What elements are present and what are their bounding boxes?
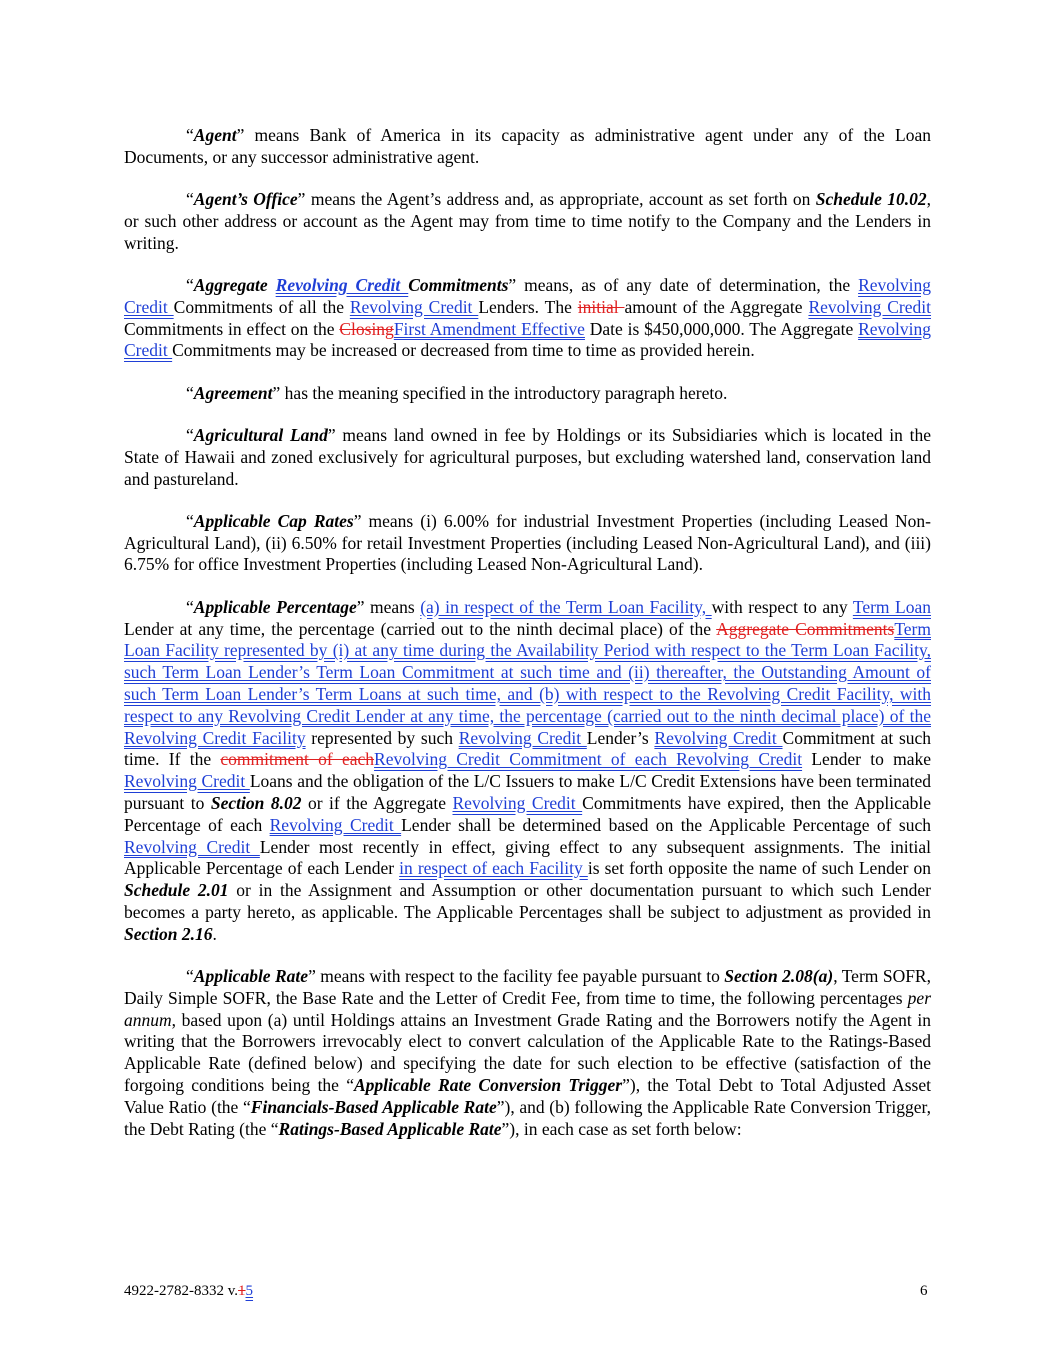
- body-text: ” means: [356, 596, 421, 617]
- inserted-text: Term Loan: [852, 596, 931, 617]
- definition-applicable-rate: [124, 966, 931, 1140]
- body-text: Lender at any time, the percentage (carried out to the ninth decimal place) of the: [124, 618, 717, 639]
- body-text: , or such other address or account as the Agent may from time to time notify to the Company and the Lenders in writing.: [124, 189, 931, 253]
- deleted-text: commitment of each: [220, 749, 375, 770]
- inserted-text: Term Loan Facility represented by (i) at any time during the Availability Period with respect to the Term Loan Facility, such Term Loan Lender’s Term Loan Commitment at such time and (ii) thereafter, the Outstanding Amount of such Term Loan Lender’s Term Loans at such time, and (b) with respect to the Revolving Credit Facility, with respect to any Revolving Credit Lender at any time, the percentage (carried out to the ninth decimal place) of the Revolving Credit Facility: [124, 618, 931, 748]
- body-text: Commitments of all the: [173, 296, 350, 317]
- body-text: , Term SOFR, Daily Simple SOFR, the Base Rate and the Letter of Credit Fee, from time to time, the following percentages: [124, 966, 931, 1008]
- body-text: Commitment at such time. If the: [124, 727, 932, 770]
- body-text: Lender to make: [802, 749, 931, 770]
- inserted-text: Revolving Credit: [124, 318, 932, 361]
- definition-agent: [124, 125, 931, 169]
- body-text: ” means Bank of America in its capacity as administrative agent under any of the Loan Documents, or any successor administrative agent.: [124, 125, 931, 167]
- body-text: Commitments in effect on the: [124, 318, 340, 339]
- inserted-bold-italic-term: Revolving Credit: [275, 274, 409, 295]
- inserted-text: First Amendment Effective: [393, 318, 585, 339]
- bold-italic-term: Schedule 10.02: [815, 189, 927, 210]
- body-text: Date is $450,000,000. The Aggregate: [584, 318, 859, 339]
- inserted-text: Revolving Credit: [124, 836, 260, 857]
- body-text: amount of the Aggregate: [624, 296, 809, 317]
- body-text: ” means (i) 6.00% for industrial Investment Properties (including Leased Non-Agricultural Land), (ii) 6.50% for retail Investment Properties (including Leased Non-Agricultural Land), and (iii) 6.75% for office Investment Properties (including Leased Non-Agricultural Land).: [124, 510, 932, 575]
- body-text: Lender most recently in effect, giving effect to any subsequent assignments. The initial Applicable Percentage of each Lender: [124, 836, 932, 879]
- document-body: [124, 125, 931, 1161]
- body-text: represented by such: [305, 727, 459, 748]
- body-text: Lender’s: [586, 727, 655, 748]
- bold-italic-term: Section 8.02: [210, 792, 302, 813]
- body-text: ”), the Total Debt to Total Adjusted Asset Value Ratio (the “: [124, 1074, 931, 1117]
- inserted-text: Revolving Credit: [808, 296, 932, 317]
- definition-applicable-percentage: [124, 597, 931, 946]
- deleted-text: Closing: [339, 318, 394, 339]
- bold-italic-term: Applicable Rate: [193, 966, 309, 986]
- bold-italic-term: Schedule 2.01: [124, 880, 229, 901]
- body-text: or if the Aggregate: [301, 792, 453, 813]
- bold-italic-term: Agreement: [193, 382, 273, 403]
- body-text: “: [186, 274, 194, 295]
- body-text: “: [186, 424, 194, 445]
- body-text: Commitments have expired, then the Applicable Percentage of each: [124, 792, 931, 835]
- body-text: “: [186, 510, 194, 531]
- inserted-text: Revolving Credit: [124, 771, 250, 792]
- inserted-text: Revolving Credit: [458, 727, 587, 748]
- body-text: ” means with respect to the facility fee payable pursuant to: [308, 966, 725, 986]
- inserted-text: in respect of each Facility: [399, 858, 588, 879]
- inserted-text: Revolving Credit: [654, 727, 783, 748]
- bold-italic-term: Agent: [193, 125, 237, 145]
- definition-agreement: [124, 383, 931, 405]
- body-text: Lender shall be determined based on the Applicable Percentage of such: [401, 814, 931, 835]
- body-text: ”), in each case as set forth below:: [501, 1118, 742, 1139]
- document-id-deleted-version: 1: [238, 1283, 246, 1299]
- body-text: “: [186, 596, 194, 617]
- bold-italic-term: Aggregate: [193, 274, 276, 295]
- document-id-footer: [124, 1283, 253, 1300]
- bold-italic-term: Commitments: [408, 274, 509, 295]
- body-text: ” means land owned in fee by Holdings or its Subsidiaries which is located in the State of Hawaii and zoned exclusively for agricultural purposes, but excluding watershed land, conservation land and pastureland.: [124, 424, 931, 489]
- document-id-prefix: 4922-2782-8332 v.: [124, 1283, 239, 1299]
- bold-italic-term: Section 2.08(a): [724, 966, 834, 986]
- inserted-text: Revolving Credit: [452, 792, 583, 813]
- body-text: , based upon (a) until Holdings attains an Investment Grade Rating and the Borrowers notify the Agent in writing that the Borrowers irrevocably elect to convert calculation of the Applicable Rate to the Ratings-Based Applicable Rate (defined below) and specifying the date for such election to be effective (satisfaction of the forgoing conditions being the “: [124, 1009, 931, 1095]
- body-text: ”), and (b) following the Applicable Rate Conversion Trigger, the Debt Rating (the “: [124, 1096, 932, 1139]
- inserted-text: Revolving Credit Commitment of each Revolving Credit: [374, 749, 803, 770]
- page-number: 6: [920, 1283, 928, 1299]
- inserted-text: Revolving Credit: [269, 814, 402, 835]
- inserted-text: (a) in respect of the Term Loan Facility,: [420, 596, 712, 617]
- bold-italic-term: Applicable Rate Conversion Trigger: [354, 1074, 623, 1095]
- body-text: ” means the Agent’s address and, as appropriate, account as set forth on: [297, 189, 816, 210]
- document-id-inserted-version: 5: [245, 1283, 254, 1299]
- definition-agents-office: [124, 189, 931, 254]
- bold-italic-term: Applicable Cap Rates: [193, 510, 354, 531]
- inserted-text: Revolving Credit: [349, 296, 479, 317]
- body-text: ” has the meaning specified in the introductory paragraph hereto.: [272, 382, 728, 403]
- bold-italic-term: Section 2.16: [124, 923, 213, 944]
- body-text: ” means, as of any date of determination, the: [508, 274, 859, 295]
- definition-agricultural-land: [124, 425, 931, 490]
- deleted-text: Aggregate Commitments: [716, 618, 895, 639]
- bold-italic-term: Financials-Based Applicable Rate: [250, 1096, 497, 1117]
- italic-text: per annum: [124, 987, 931, 1030]
- body-text: “: [186, 966, 194, 986]
- bold-italic-term: Ratings-Based Applicable Rate: [278, 1118, 502, 1139]
- body-text: or in the Assignment and Assumption or other documentation pursuant to which such Lender becomes a party hereto, as applicable. The Applicable Percentages shall be subject to adjustment as provided in: [124, 880, 931, 922]
- bold-italic-term: Applicable Percentage: [193, 596, 357, 617]
- body-text: .: [212, 923, 217, 944]
- bold-italic-term: Agent’s Office: [193, 189, 298, 210]
- definition-applicable-cap-rates: [124, 511, 931, 576]
- body-text: is set forth opposite the name of such Lender on: [587, 858, 931, 879]
- deleted-text: initial: [577, 296, 625, 317]
- body-text: “: [186, 382, 194, 403]
- body-text: Lenders. The: [478, 296, 578, 317]
- body-text: “: [186, 189, 194, 210]
- body-text: with respect to any: [711, 596, 853, 617]
- definition-aggregate-revolving-credit-commitments: [124, 275, 931, 362]
- body-text: Loans and the obligation of the L/C Issuers to make L/C Credit Extensions have been terminated pursuant to: [124, 771, 932, 813]
- bold-italic-term: Agricultural Land: [193, 424, 328, 445]
- body-text: “: [186, 125, 194, 145]
- inserted-text: Revolving Credit: [124, 274, 931, 317]
- body-text: Commitments may be increased or decreased from time to time as provided herein.: [172, 340, 755, 361]
